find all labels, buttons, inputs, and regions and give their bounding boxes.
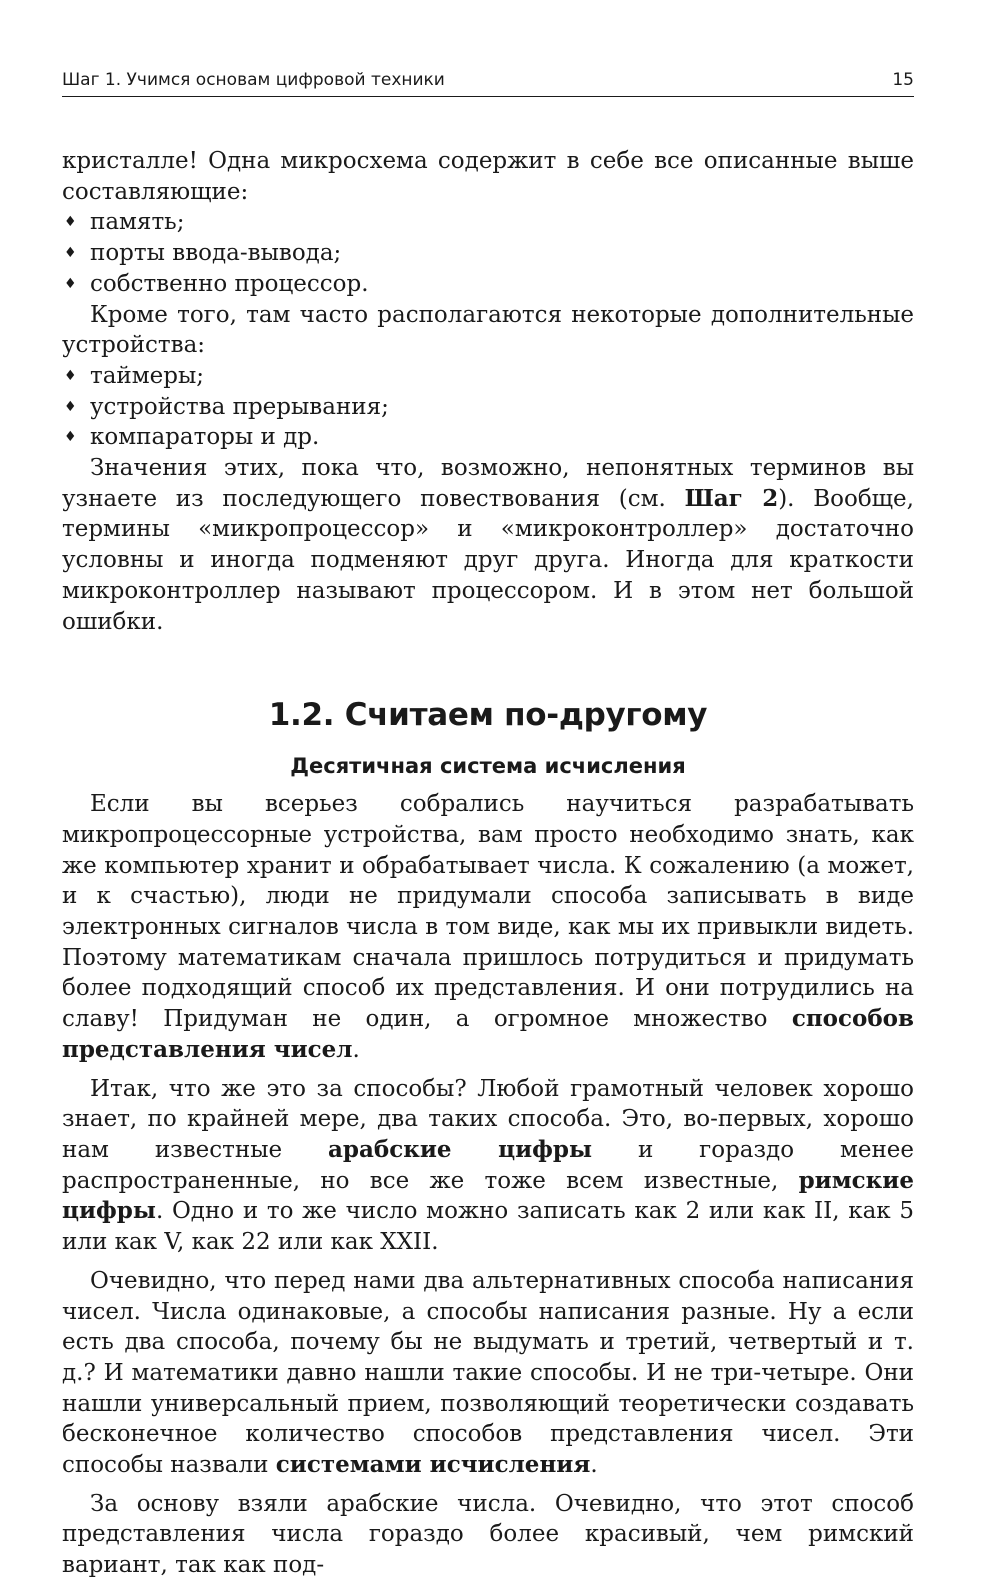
paragraph: кристалле! Одна микросхема содержит в себе все описанные выше составляющие:	[62, 148, 914, 205]
bold-term: арабские цифры	[328, 1135, 593, 1163]
running-title: Шаг 1. Учимся основам цифровой техники	[62, 70, 445, 90]
section-title: 1.2. Считаем по-другому	[268, 697, 708, 734]
running-head	[62, 70, 914, 90]
subsection-title: Десятичная система исчисления	[290, 754, 686, 779]
list-item: ♦ компараторы и др.	[62, 422, 914, 453]
header-divider	[62, 96, 914, 97]
paragraph: Значения этих, пока что, возможно, непонятных терминов вы узнаете из последующего повествования (см. Шаг 2). Вообще, термины «микропроцессор» и «микроконтроллер» достаточно условны и иногда подменяют друг друга. Иногда для краткости микроконтроллер называют процессором. И в этом нет большой ошибки.	[62, 455, 914, 635]
page-content	[62, 146, 914, 1581]
bold-term: системами исчисления	[275, 1451, 591, 1479]
paragraph: За основу взяли арабские числа. Очевидно, что этот способ представления числа гораздо более красивый, чем римский вариант, так как под-	[62, 1490, 914, 1579]
bold-term: Шаг 2	[684, 484, 779, 512]
paragraph: Кроме того, там часто располагаются некоторые дополнительные устройства:	[62, 301, 914, 359]
list-item: ♦ порты ввода-вывода;	[62, 238, 914, 269]
page-number: 15	[892, 70, 914, 90]
paragraph: Если вы всерьез собрались научиться разрабатывать микропроцессорные устройства, вам просто необходимо знать, как же компьютер хранит и обрабатывает числа. К сожалению (а может, и к счастью), люди не придумали способа записывать в виде электронных сигналов числа в том виде, как мы их привыкли видеть. Поэтому математикам сначала пришлось потрудиться и придумать более подходящий способ их представления. И они потрудились на славу! Придуман не один, а огромное множество способов представления чисел.	[62, 791, 914, 1063]
list-item: ♦ память;	[62, 207, 914, 238]
paragraph: Очевидно, что перед нами два альтернативных способа написания чисел. Числа одинаковые, а способы написания разные. Ну а если есть два способа, почему бы не выдумать и третий, четвертый и т. д.? И математики давно нашли такие способы. И не три-четыре. Они нашли универсальный прием, позволяющий теоретически создавать бесконечное количество способов представления чисел. Эти способы назвали системами исчисления.	[62, 1267, 914, 1479]
bold-term: римские цифры	[62, 1166, 914, 1225]
list-item: ♦ таймеры;	[62, 361, 914, 392]
bullet-list	[62, 361, 914, 453]
list-item: ♦ устройства прерывания;	[62, 392, 914, 423]
bullet-list	[62, 207, 914, 299]
list-item: ♦ собственно процессор.	[62, 269, 914, 300]
bold-term: способов представления чисел	[62, 1005, 914, 1063]
paragraph: Итак, что же это за способы? Любой грамотный человек хорошо знает, по крайней мере, два таких способа. Это, во-первых, хорошо нам известные арабские цифры и гораздо менее распространенные, но все же тоже всем известные, римские цифры. Одно и то же число можно записать как 2 или как II, как 5 или как V, как 22 или как XXII.	[62, 1075, 914, 1256]
